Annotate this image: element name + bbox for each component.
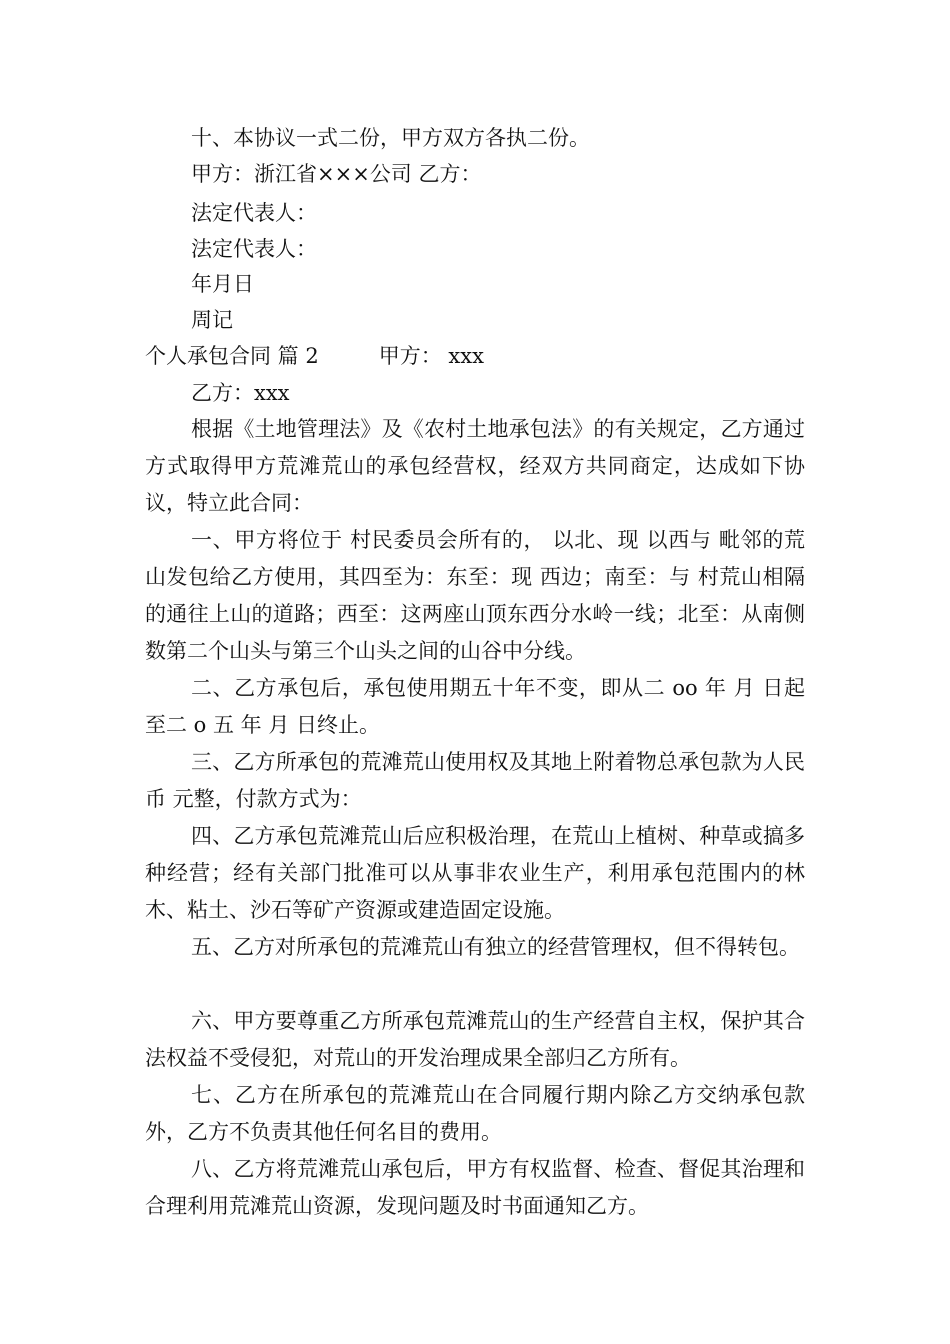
clause-ten: 十、本协议一式二份，甲方双方各执二份。	[191, 126, 590, 150]
signature-date: 年月日	[191, 272, 254, 296]
contract-heading-line	[145, 342, 484, 370]
legal-representative-a: 法定代表人：	[191, 201, 317, 225]
legal-representative-b: 法定代表人：	[191, 237, 317, 261]
clause-one: 一、甲方将位于 村民委员会所有的， 以北、现 以西与 毗邻的荒山发包给乙方使用，其四至为：东至：现 西边；南至：与 村荒山相隔的通往上山的道路；西至：这两座山顶东西分水岭一线；北至：从南侧数第二个山头与第三个山头之间的山谷中分线。	[145, 528, 805, 663]
clause-five: 五、乙方对所承包的荒滩荒山有独立的经营管理权，但不得转包。	[191, 935, 800, 959]
clause-three: 三、乙方所承包的荒滩荒山使用权及其地上附着物总承包款为人民币 元整，付款方式为：	[145, 750, 805, 811]
clause-four: 四、乙方承包荒滩荒山后应积极治理，在荒山上植树、种草或搞多种经营；经有关部门批准可以从事非农业生产，利用承包范围内的林木、粘土、沙石等矿产资源或建造固定设施。	[145, 824, 805, 922]
contract-intro: 根据《土地管理法》及《农村土地承包法》的有关规定，乙方通过 方式取得甲方荒滩荒山的承包经营权，经双方共同商定，达成如下协议，特立此合同：	[145, 417, 805, 515]
clause-six: 六、甲方要尊重乙方所承包荒滩荒山的生产经营自主权，保护其合法权益不受侵犯，对荒山的开发治理成果全部归乙方所有。	[145, 1009, 805, 1070]
party-b: 乙方：xxx	[191, 381, 290, 405]
party-signature-line: 甲方：浙江省×××公司 乙方：	[191, 162, 482, 186]
contract-title: 个人承包合同 篇 2	[145, 344, 319, 368]
zhouji-label: 周记	[191, 308, 233, 332]
party-a: 甲方： xxx	[378, 344, 484, 368]
clause-seven: 七、乙方在所承包的荒滩荒山在合同履行期内除乙方交纳承包款外，乙方不负责其他任何名目的费用。	[145, 1083, 805, 1144]
clause-eight: 八、乙方将荒滩荒山承包后，甲方有权监督、检查、督促其治理和合理利用荒滩荒山资源，发现问题及时书面通知乙方。	[145, 1157, 805, 1218]
clause-two: 二、乙方承包后，承包使用期五十年不变，即从二 oo 年 月 日起至二 o 五 年 月 日终止。	[145, 676, 805, 737]
